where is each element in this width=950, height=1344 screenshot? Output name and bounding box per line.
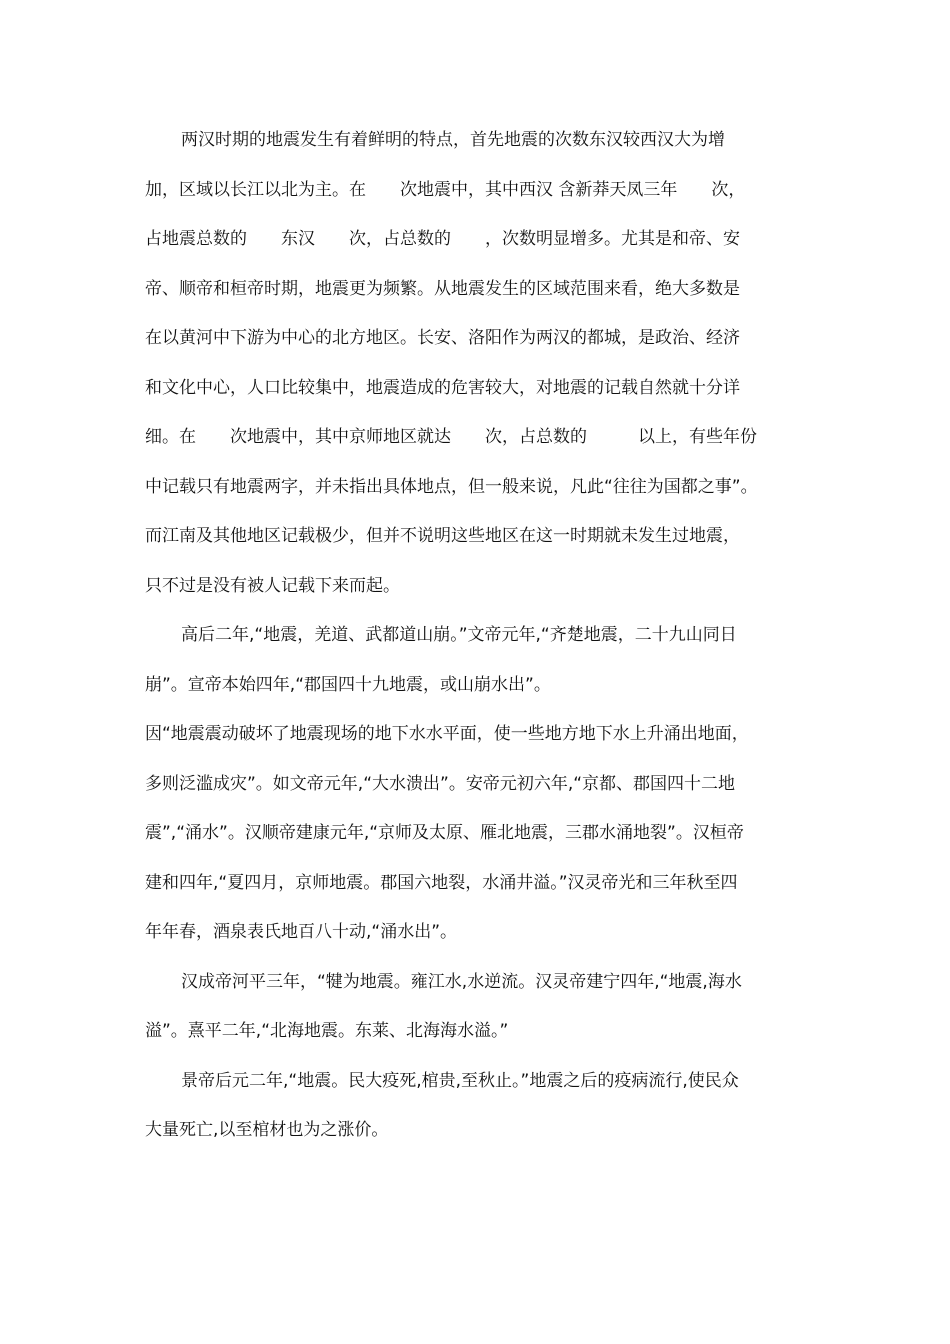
paragraph-1-line-5: 在以黄河中下游为中心的北方地区。长安、洛阳作为两汉的都城，是政治、经济 <box>145 328 740 348</box>
paragraph-3-line-5: 年年春，酒泉表氏地百八十动,“涌水出”。 <box>145 922 458 942</box>
paragraph-3-line-1: 因“地震震动破坏了地震现场的地下水水平面，使一些地方地下水上升涌出地面， <box>145 724 749 744</box>
paragraph-3-line-3: 震”,“涌水”。汉顺帝建康元年,“京师及太原、雁北地震，三郡水涌地裂”。汉桓帝 <box>145 823 744 843</box>
document-body <box>145 116 813 1156</box>
paragraph-1-line-2: 加，区域以长江以北为主。在 次地震中，其中西汉 含新莽天凤三年 次， <box>145 179 746 200</box>
paragraph-2-line-2: 崩”。宣帝本始四年,“郡国四十九地震，或山崩水出”。 <box>145 674 551 695</box>
paragraph-1-line-7: 细。在 次地震中，其中京师地区就达 次，占总数的 以上，有些年份 <box>145 427 757 447</box>
paragraph-3-line-4: 建和四年,“夏四月，京师地震。郡国六地裂，水涌井溢。”汉灵帝光和三年秋至四 <box>145 872 738 893</box>
paragraph-5-line-1: 景帝后元二年,“地震。民大疫死,棺贵,至秋止。”地震之后的疫病流行,使民众 <box>181 1070 739 1091</box>
paragraph-1-line-9: 而江南及其他地区记载极少，但并不说明这些地区在这一时期就未发生过地震， <box>145 526 740 546</box>
paragraph-3-line-2: 多则泛滥成灾”。如文帝元年,“大水溃出”。安帝元初六年,“京都、郡国四十二地 <box>145 773 736 794</box>
paragraph-2-line-1: 高后二年,“地震，羌道、武都道山崩。”文帝元年,“齐楚地震，二十九山同日 <box>181 625 737 645</box>
paragraph-5-line-2: 大量死亡,以至棺材也为之涨价。 <box>145 1120 389 1140</box>
paragraph-1-line-4: 帝、顺帝和桓帝时期，地震更为频繁。从地震发生的区域范围来看，绝大多数是 <box>145 278 740 299</box>
paragraph-4-line-1: 汉成帝河平三年，“犍为地震。雍江水,水逆流。汉灵帝建宁四年,“地震,海水 <box>181 971 742 992</box>
paragraph-1-line-10: 只不过是没有被人记载下来而起。 <box>145 575 400 596</box>
paragraph-1-line-3: 占地震总数的 东汉 次，占总数的 ，次数明显增多。尤其是和帝、安 <box>145 229 740 249</box>
paragraph-4-line-2: 溢”。熹平二年,“北海地震。东莱、北海海水溢。” <box>145 1021 509 1041</box>
paragraph-1-line-8: 中记载只有地震两字，并未指出具体地点，但一般来说，凡此“往往为国都之事”。 <box>145 476 758 497</box>
paragraph-1-line-6: 和文化中心，人口比较集中，地震造成的危害较大，对地震的记载自然就十分详 <box>145 377 740 398</box>
paragraph-1-line-1: 两汉时期的地震发生有着鲜明的特点，首先地震的次数东汉较西汉大为增 <box>181 130 725 150</box>
